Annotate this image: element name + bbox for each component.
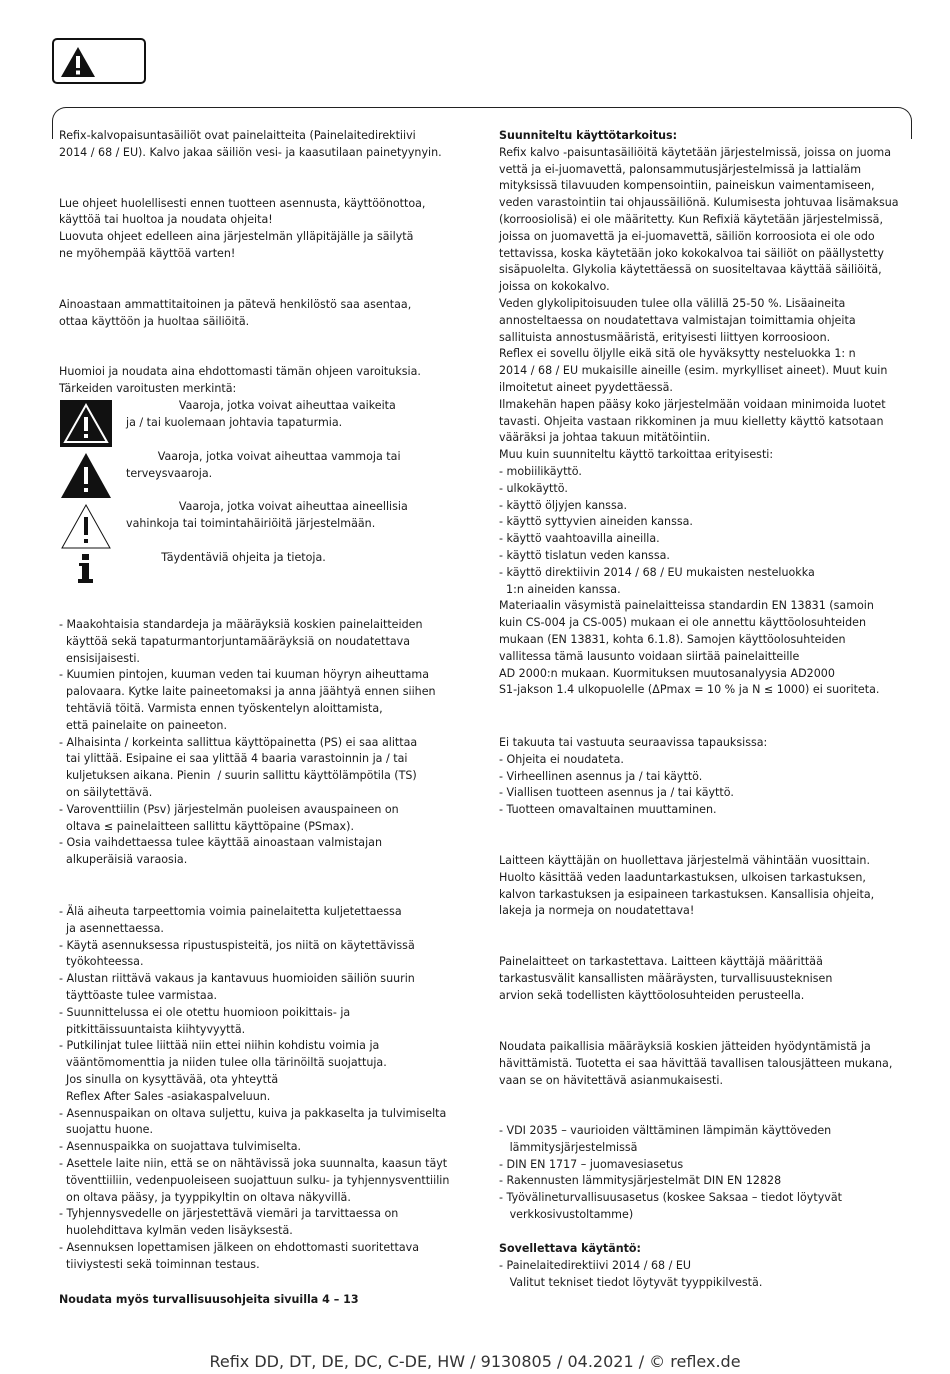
list-item: - Osia vaihdettaessa tulee käyttää ainoastaan valmistajan [59, 836, 383, 850]
list-item: - Tyhjennysvedelle on järjestettävä viemäri ja tarvittaessa on [59, 1207, 399, 1221]
list-item: Jos sinulla on kysyttävää, ota yhteyttä [59, 1072, 279, 1086]
caution-outline-icon [60, 503, 112, 550]
left-column [59, 128, 442, 398]
list-item: - Asennuspaikka on suojattava tulvimiselta. [59, 1140, 302, 1154]
list-item: työkohteessa. [59, 955, 144, 969]
list-item: täyttöaste tulee varmistaa. [59, 988, 218, 1002]
list-item: - Alustan riittävä vakaus ja kantavuus huomioiden säiliön suurin [59, 972, 415, 986]
list-item: käyttöä sekä tapaturmantorjuntamääräyksiä on noudatettava [59, 634, 410, 648]
header-warning-box [52, 38, 146, 84]
list-item: - Älä aiheuta tarpeettomia voimia painelaitetta kuljetettaessa [59, 905, 402, 918]
safety-list-1 [59, 617, 436, 869]
list-item: alkuperäisiä varaosia. [59, 853, 188, 867]
qualified-personnel-paragraph: Ainoastaan ammattitaitoinen ja pätevä henkilöstö saa asentaa, ottaa käyttöön ja huoltaa säiliöitä. [59, 297, 412, 328]
maintenance-section: Laitteen käyttäjän on huollettava järjestelmä vähintään vuosittain. Huolto käsittää veden laaduntarkastuksen, ulkoisen tarkastuksen, kalvon tarkastuksen ja esipaineen tarkastuksen. Kansallisia ohjeita, lakeja ja normeja on noudatettava! [499, 854, 875, 918]
list-item: - Kuumien pintojen, kuuman veden tai kuuman höyryn aiheuttama [59, 668, 429, 682]
list-item: on oltava pääsy, ja tyyppikyltin on oltava näkyvillä. [59, 1190, 351, 1204]
list-item: - Putkilinjat tulee liittää niin ettei niihin kohdistu voimia ja [59, 1039, 380, 1053]
warning-filled-icon [60, 452, 112, 499]
warnings-intro-paragraph: Huomioi ja noudata aina ehdottomasti tämän ohjeen varoituksia. Tärkeiden varoitusten merkintä: [59, 365, 421, 396]
warning-description: Vaaroja, jotka voivat aiheuttaa vammoja tai terveysvaaroja. [126, 450, 401, 480]
list-item: - Asennuspaikan on oltava suljettu, kuiva ja pakkaselta ja tulvimiselta [59, 1106, 447, 1120]
info-icon [76, 552, 96, 584]
practice-section: Sovellettava käytäntö: - Painelaitedirektiivi 2014 / 68 / EU Valitut tekniset tiedot löytyvät tyyppikilvestä. [499, 1242, 763, 1289]
list-item: huolehdittava kylmän veden lisäyksestä. [59, 1224, 293, 1238]
list-item: palovaara. Kytke laite paineetomaksi ja anna jäähtyä ennen siihen [59, 685, 436, 699]
list-item: ensisijaisesti. [59, 651, 140, 665]
list-item: tehtäviä töitä. Varmista ennen työskentelyn aloittamista, [59, 701, 383, 715]
safety-list-2 [59, 904, 449, 1274]
danger-square-icon [60, 400, 112, 447]
read-instructions-paragraph: Lue ohjeet huolellisesti ennen tuotteen asennusta, käyttöönottoa, käyttöä tai huoltoa ja noudata ohjeita! Luovuta ohjeet edelleen aina järjestelmän ylläpitäjälle ja säilytä ne myöhempää käyttöä varten! [59, 196, 426, 260]
list-item: - Maakohtaisia standardeja ja määräyksiä koskien painelaitteiden [59, 618, 423, 631]
list-item: että painelaite on paineeton. [59, 718, 227, 732]
list-item: - Asettele laite niin, että se on nähtävissä joka suunnalta, kaasun täyt [59, 1156, 448, 1170]
danger-description: Vaaroja, jotka voivat aiheuttaa vaikeita ja / tai kuolemaan johtavia tapaturmia. [126, 399, 396, 429]
caution-description: Vaaroja, jotka voivat aiheuttaa aineellisia vahinkoja tai toimintahäiriöitä järjestelmään. [126, 500, 408, 530]
list-item: suojattu huone. [59, 1123, 154, 1137]
disposal-section: Noudata paikallisia määräyksiä koskien jätteiden hyödyntämistä ja hävittämistä. Tuotetta ei saa hävittää tavallisen talousjätteen mukana, vaan se on hävitettävä asianmukaisesti. [499, 1040, 893, 1087]
list-item: - Alhaisinta / korkeinta sallittua käyttöpainetta (PS) ei saa alittaa [59, 735, 418, 749]
list-item: vääntömomenttia ja niiden tulee olla tärinöiltä suojattuja. [59, 1056, 387, 1070]
purpose-heading: Suunniteltu käyttötarkoitus: [499, 129, 678, 142]
warranty-section: Ei takuuta tai vastuuta seuraavissa tapauksissa: - Ohjeita ei noudateta. - Virheellinen asennus ja / tai käyttö. - Viallisen tuotteen asennus ja / tai käyttö. - Tuotteen omavaltainen muuttaminen. [499, 736, 768, 817]
list-item: pitkittäissuuntaista kiihtyvyyttä. [59, 1022, 246, 1036]
list-item: kuljetuksen aikana. Pienin / suurin sallittu käyttölämpötila (TS) [59, 769, 417, 783]
list-item: - Käytä asennuksessa ripustuspisteitä, jos niitä on käytettävissä [59, 938, 415, 952]
standards-section: - VDI 2035 – vaurioiden välttäminen lämpimän käyttöveden lämmitysjärjestelmissä - DIN EN 1717 – juomavesiasetus - Rakennusten lämmitysjärjestelmät DIN EN 12828 - Työvälineturvallisuusasetus (koskee Saksaa – tiedot löytyvät verkkosivustoltamme) [499, 1124, 842, 1221]
list-item: tiiviystesti sekä toiminnan testaus. [59, 1257, 260, 1271]
list-item: Reflex After Sales -asiakaspalveluun. [59, 1089, 271, 1103]
purpose-section: Refix kalvo -paisuntasäiliöitä käytetään järjestelmissä, joissa on juoma vettä ja ei-juomavettä, palonsammutusjärjestelmissä ja lattialäm mityksissä tilavuuden kompensointiin, paineiskun vaimentamiseen, veden varastointiin tai ohjaussäiliönä. Kulumisesta johtuvaa lisämaksua (korroosiolisä) ei ole määritetty. Kun Refixiä käytetään järjestelmissä, joissa on juomavettä ja ei-juomavettä, säiliön korroosiota ei ole odo tettavissa, koska käytetään joko kokokalvoa tai säiliöt on päällystetty sisäpuolelta. Glykolia käytettäessä on suositeltavaa käyttää säiliöitä, joissa on kokokalvo. Veden glykolipitoisuuden tulee olla välillä 25-50 %. Lisäaineita annosteltaessa on noudatettava valmistajan toimittamia ohjeita sallituista annostusmääristä, erityisesti liittyen korroosioon. Reflex ei sovellu öljylle eikä sitä ole hyväksytty nesteluokka 1: n 2014 / 68 / EU mukaisille aineille (esim. myrkylliset aineet). Muut kuin ilmoitetut aineet pyydettäessä. Ilmakehän hapen pääsy koko järjestelmään voidaan minimoida luotet tavasti. Ohjeita vastaan rikkominen ja muu kielletty käyttö katsotaan vääräksi ja johtaa takuun mitätöintiin. Muu kuin suunniteltu käyttö tarkoittaa erityisesti: - mobiilikäyttö. - ulkokäyttö. - käyttö öljyjen kanssa. - käyttö syttyvien aineiden kanssa. - käyttö vaahtoavilla aineilla. - käyttö tislatun veden kanssa. - käyttö direktiivin 2014 / 68 / EU mukaisten nesteluokka 1:n aineiden kanssa. Materiaalin väsymistä painelaitteissa standardin EN 13831 (samoin kuin CS-004 ja CS-005) mukaan ei ole annettu käyttöolosuhteiden mukaan (EN 13831, kohta 6.1.8). Samojen käyttöolosuhteiden vallitessa tämä lausunto voidaan siirtää painelaitteille AD 2000:n mukaan. Kuormituksen muutosanalyysia AD2000 S1-jakson 1.4 ulkopuolelle (ΔPmax = 10 % ja N ≤ 1000) ei suoriteta. [499, 145, 899, 697]
list-item: on säilytettävä. [59, 785, 153, 799]
list-item: ja asennettaessa. [59, 921, 164, 935]
right-column [499, 128, 899, 699]
list-item: - Asennuksen lopettamisen jälkeen on ehdottomasti suoritettava [59, 1240, 420, 1254]
practice-heading: Sovellettava käytäntö: [499, 1242, 641, 1255]
warning-triangle-icon [60, 46, 96, 78]
list-item: oltava ≤ painelaitteen sallittu käyttöpaine (PSmax). [59, 819, 354, 833]
list-item: - Suunnittelussa ei ole otettu huomioon poikittais- ja [59, 1005, 351, 1019]
intro-paragraph: Refix-kalvopaisuntasäiliöt ovat painelaitteita (Painelaitedirektiivi 2014 / 68 / EU). Kalvo jakaa säiliön vesi- ja kaasutilaan painetyynyin. [59, 129, 442, 159]
inspection-section: Painelaitteet on tarkastettava. Laitteen käyttäjä määrittää tarkastusvälit kansallisten määräysten, turvallisuusteknisen arvion sekä todellisten käyttöolosuhteiden perusteella. [499, 955, 833, 1002]
list-item: tai ylittää. Esipaine ei saa ylittää 4 baaria varastoinnin ja / tai [59, 752, 408, 766]
page-footer: Refix DD, DT, DE, DC, C-DE, HW / 9130805 / 04.2021 / © reflex.de [209, 1352, 741, 1371]
list-item: - Varoventtiilin (Psv) järjestelmän puoleisen avauspaineen on [59, 802, 399, 816]
see-also-note: Noudata myös turvallisuusohjeita sivuilla 4 – 13 [59, 1293, 359, 1306]
list-item: töventtiiliin, vedenpuoleiseen suojattuun sulku- ja tyhjennysventtiilin [59, 1173, 450, 1187]
info-description: Täydentäviä ohjeita ja tietoja. [126, 551, 326, 564]
